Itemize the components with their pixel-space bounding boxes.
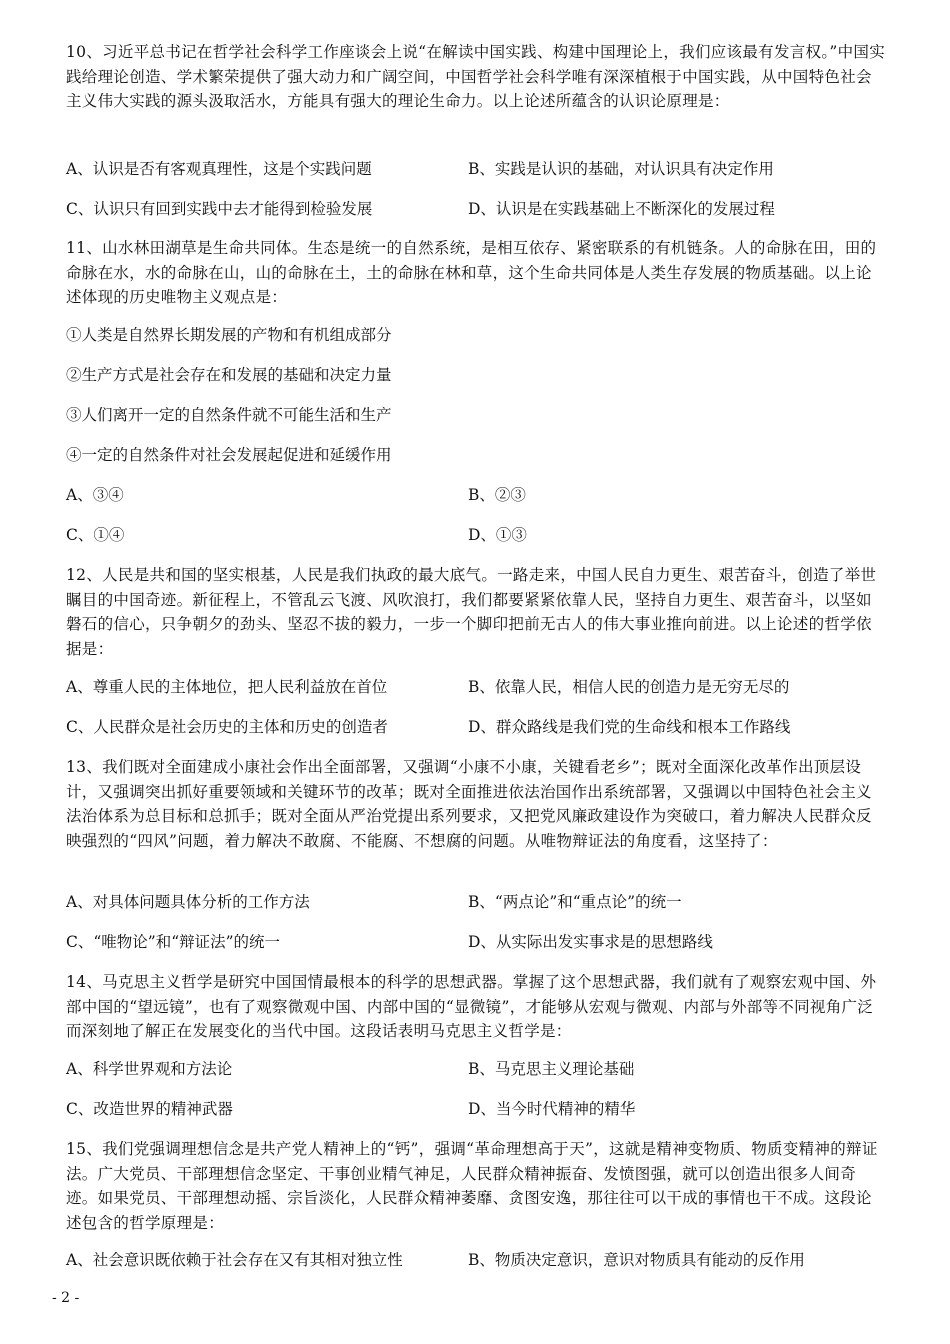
question-11-stem: 11、山水林田湖草是生命共同体。生态是统一的自然系统，是相互依存、紧密联系的有机链条。人的命脉在田，田的命脉在水，水的命脉在山，山的命脉在土，土的命脉在林和草，这个生命共同体是人类生存发展的物质基础。以上论述体现的历史唯物主义观点是： [66, 239, 877, 306]
question-14-option-c: C、改造世界的精神武器 [66, 1100, 233, 1118]
question-14-option-d: D、当今时代精神的精华 [468, 1100, 636, 1118]
question-10-option-b: B、实践是认识的基础，对认识具有决定作用 [468, 160, 774, 178]
question-12-option-c: C、人民群众是社会历史的主体和历史的创造者 [66, 718, 388, 736]
question-10-option-a: A、认识是否有客观真理性，这是个实践问题 [66, 160, 372, 178]
question-13-option-b: B、“两点论”和“重点论”的统一 [468, 893, 682, 911]
question-14-option-b: B、马克思主义理论基础 [468, 1060, 635, 1078]
question-15-option-a: A、社会意识既依赖于社会存在又有其相对独立性 [66, 1251, 403, 1269]
question-15-option-b: B、物质决定意识，意识对物质具有能动的反作用 [468, 1251, 805, 1269]
question-11-item-2: ②生产方式是社会存在和发展的基础和决定力量 [66, 366, 392, 384]
question-11-item-3: ③人们离开一定的自然条件就不可能生活和生产 [66, 406, 392, 424]
question-12-option-b: B、依靠人民，相信人民的创造力是无穷无尽的 [468, 678, 790, 696]
question-11-item-4: ④一定的自然条件对社会发展起促进和延缓作用 [66, 446, 392, 464]
question-15-stem: 15、我们党强调理想信念是共产党人精神上的“钙”，强调“革命理想高于天”，这就是精神变物质、物质变精神的辩证法。广大党员、干部理想信念坚定、干事创业精气神足，人民群众精神振奋、发愤图强，就可以创造出很多人间奇迹。如果党员、干部理想动摇、宗旨淡化，人民群众精神萎靡、贪图安逸，那往往可以干成的事情也干不成。这段论述包含的哲学原理是： [66, 1140, 878, 1232]
question-14-stem: 14、马克思主义哲学是研究中国国情最根本的科学的思想武器。掌握了这个思想武器，我们就有了观察宏观中国、外部中国的“望远镜”，也有了观察微观中国、内部中国的“显微镜”，才能够从宏观与微观、内部与外部等不同视角广泛而深刻地了解正在发展变化的当代中国。这段话表明马克思主义哲学是： [66, 973, 877, 1040]
question-10-option-d: D、认识是在实践基础上不断深化的发展过程 [468, 200, 775, 218]
question-11-option-d: D、①③ [468, 526, 527, 544]
question-11-item-1: ①人类是自然界长期发展的产物和有机组成部分 [66, 326, 392, 344]
question-11-option-b: B、②③ [468, 486, 526, 504]
question-13-option-c: C、“唯物论”和“辩证法”的统一 [66, 933, 281, 951]
question-11-option-c: C、①④ [66, 526, 125, 544]
question-10-option-c: C、认识只有回到实践中去才能得到检验发展 [66, 200, 373, 218]
question-13-stem: 13、我们既对全面建成小康社会作出全面部署，又强调“小康不小康，关键看老乡”；既对全面深化改革作出顶层设计，又强调突出抓好重要领域和关键环节的改革；既对全面推进依法治国作出系统部署，又强调以中国特色社会主义法治体系为总目标和总抓手；既对全面从严治党提出系列要求，又把党风廉政建设作为突破口，着力解决人民群众反映强烈的“四风”问题，着力解决不敢腐、不能腐、不想腐的问题。从唯物辩证法的角度看，这坚持了： [66, 758, 872, 850]
question-13-option-a: A、对具体问题具体分析的工作方法 [66, 893, 310, 911]
question-11-option-a: A、③④ [66, 486, 124, 504]
page-number: - 2 - [52, 1290, 80, 1306]
question-12-option-a: A、尊重人民的主体地位，把人民利益放在首位 [66, 678, 388, 696]
question-14-option-a: A、科学世界观和方法论 [66, 1060, 233, 1078]
question-10-stem: 10、习近平总书记在哲学社会科学工作座谈会上说“在解读中国实践、构建中国理论上，我们应该最有发言权。”中国实践给理论创造、学术繁荣提供了强大动力和广阔空间，中国哲学社会科学唯有深深植根于中国实践，从中国特色社会主义伟大实践的源头汲取活水，方能具有强大的理论生命力。以上论述所蕴含的认识论原理是： [66, 43, 886, 110]
question-12-stem: 12、人民是共和国的坚实根基，人民是我们执政的最大底气。一路走来，中国人民自力更生、艰苦奋斗，创造了举世瞩目的中国奇迹。新征程上，不管乱云飞渡、风吹浪打，我们都要紧紧依靠人民，坚持自力更生、艰苦奋斗，以坚如磐石的信心，只争朝夕的劲头、坚忍不拔的毅力，一步一个脚印把前无古人的伟大事业推向前进。以上论述的哲学依据是： [66, 566, 877, 658]
question-12-option-d: D、群众路线是我们党的生命线和根本工作路线 [468, 718, 791, 736]
question-13-option-d: D、从实际出发实事求是的思想路线 [468, 933, 713, 951]
